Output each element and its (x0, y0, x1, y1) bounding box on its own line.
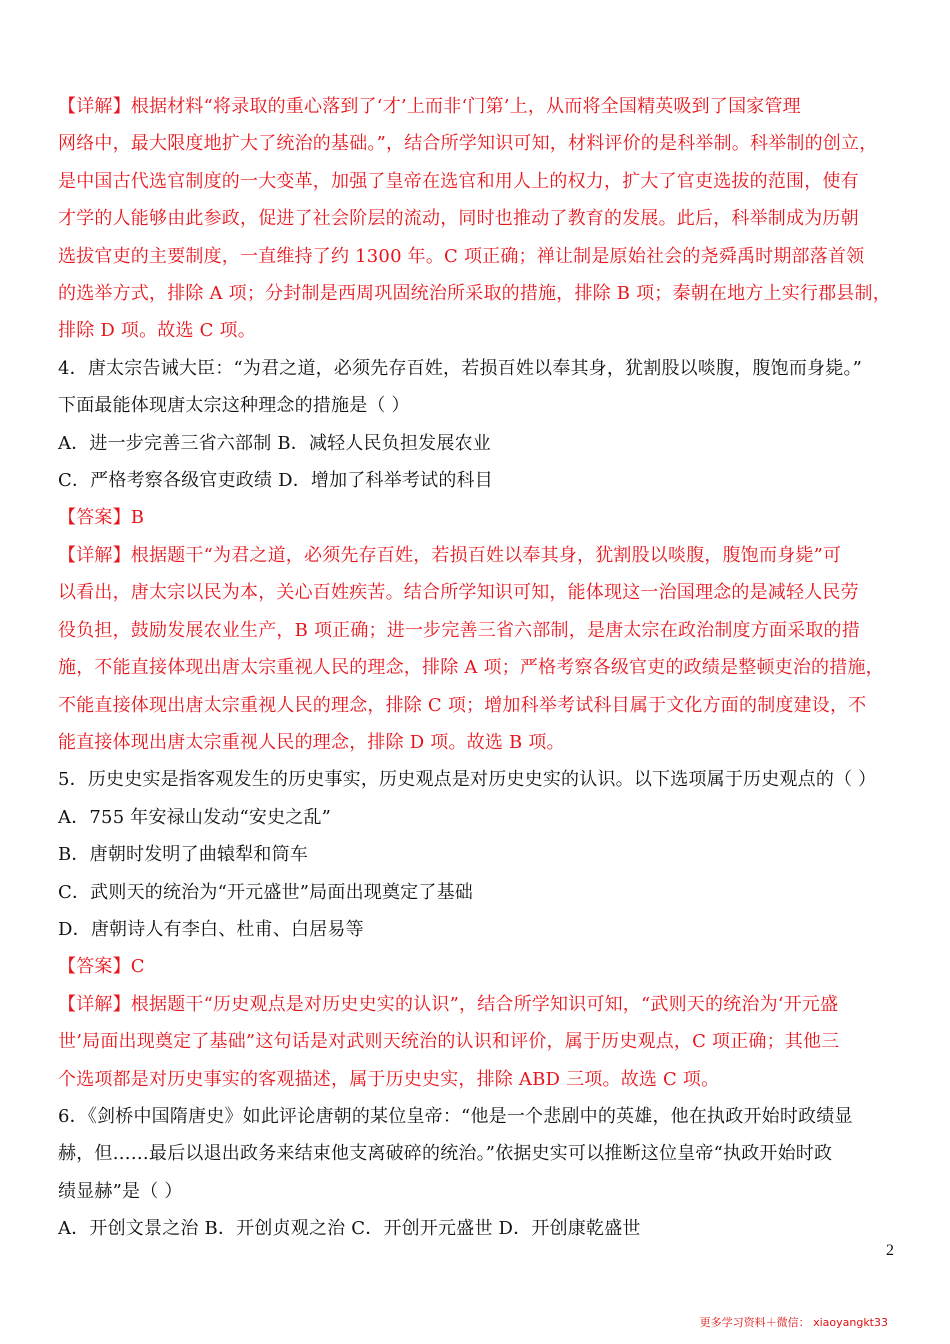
explanation-line: 世’局面出现奠定了基础”这句话是对武则天统治的认识和评价，属于历史观点，C 项正确；其他三 (58, 1031, 840, 1053)
question-6 (58, 1098, 892, 1248)
explanation-line: 【详解】根据题干“历史观点是对历史史实的认识”，结合所学知识可知，“武则天的统治为‘开元盛 (58, 993, 839, 1015)
document-body (58, 88, 892, 1248)
explanation-line: 是中国古代选官制度的一大变革，加强了皇帝在选官和用人上的权力，扩大了官吏选拔的范围，使有 (58, 170, 859, 192)
question-stem: 绩显赫”是（ ） (58, 1180, 183, 1202)
explanation-line: 不能直接体现出唐太宗重视人民的理念，排除 C 项；增加科举考试科目属于文化方面的制度建设，不 (58, 694, 867, 716)
question-options: A．开创文景之治 B．开创贞观之治 C．开创开元盛世 D．开创康乾盛世 (58, 1218, 641, 1240)
question-options: C．严格考察各级官吏政绩 D．增加了科举考试的科目 (58, 470, 493, 492)
explanation-line: 排除 D 项。故选 C 项。 (58, 320, 256, 342)
explanation-line: 选拔官吏的主要制度，一直维持了约 1300 年。C 项正确；禅让制是原始社会的尧舜禹时期部落首领 (58, 245, 865, 267)
question-stem: 5．历史史实是指客观发生的历史事实，历史观点是对历史史实的认识。以下选项属于历史观点的（ ） (58, 769, 877, 791)
answer-label: 【答案】C (58, 956, 145, 978)
explanation-line: 才学的人能够由此参政，促进了社会阶层的流动，同时也推动了教育的发展。此后，科举制成为历朝 (58, 208, 859, 230)
question-option: B．唐朝时发明了曲辕犁和筒车 (58, 844, 309, 866)
page-number: 2 (886, 1242, 894, 1259)
question-5 (58, 761, 892, 1098)
explanation-line: 【详解】根据材料“将录取的重心落到了‘才’上而非‘门第’上，从而将全国精英吸到了国家管理 (58, 96, 801, 117)
answer-label: 【答案】B (58, 507, 145, 529)
explanation-line: 施，不能直接体现出唐太宗重视人民的理念，排除 A 项；严格考察各级官吏的政绩是整顿吏治的措施， (58, 657, 884, 679)
footer-note: 更多学习资料＋微信： xiaoyangkt33 (699, 1316, 888, 1329)
question-option: C．武则天的统治为“开元盛世”局面出现奠定了基础 (58, 881, 473, 903)
explanation-line: 能直接体现出唐太宗重视人民的理念，排除 D 项。故选 B 项。 (58, 731, 565, 753)
q3-explanation (58, 88, 892, 350)
question-stem: 4．唐太宗告诫大臣：“为君之道，必须先存百姓，若损百姓以奉其身，犹割股以啖腹，腹饱而身毙。” (58, 357, 863, 379)
question-option: A．755 年安禄山发动“安史之乱” (58, 806, 332, 828)
question-stem: 下面最能体现唐太宗这种理念的措施是（ ） (58, 395, 410, 417)
explanation-line: 以看出，唐太宗以民为本，关心百姓疾苦。结合所学知识可知，能体现这一治国理念的是减轻人民劳 (58, 582, 859, 604)
explanation-line: 【详解】根据题干“为君之道，必须先存百姓，若损百姓以奉其身，犹割股以啖腹，腹饱而身毙”可 (58, 544, 842, 566)
explanation-line: 网络中，最大限度地扩大了统治的基础。”，结合所学知识可知，材料评价的是科举制。科举制的创立， (58, 133, 878, 155)
question-stem: 赫，但……最后以退出政务来结束他支离破碎的统治。”依据史实可以推断这位皇帝“执政开始时政 (58, 1143, 833, 1165)
question-option: D．唐朝诗人有李白、杜甫、白居易等 (58, 918, 364, 940)
question-stem: 6．《剑桥中国隋唐史》如此评论唐朝的某位皇帝：“他是一个悲剧中的英雄，他在执政开始时政绩显 (58, 1105, 853, 1127)
explanation-line: 役负担，鼓励发展农业生产，B 项正确；进一步完善三省六部制，是唐太宗在政治制度方面采取的措 (58, 619, 860, 641)
explanation-line: 的选举方式，排除 A 项；分封制是西周巩固统治所采取的措施，排除 B 项；秦朝在地方上实行郡县制， (58, 283, 891, 305)
question-options: A．进一步完善三省六部制 B．减轻人民负担发展农业 (58, 432, 491, 454)
explanation-line: 个选项都是对历史事实的客观描述，属于历史史实，排除 ABD 三项。故选 C 项。 (58, 1068, 720, 1090)
question-4 (58, 350, 892, 761)
